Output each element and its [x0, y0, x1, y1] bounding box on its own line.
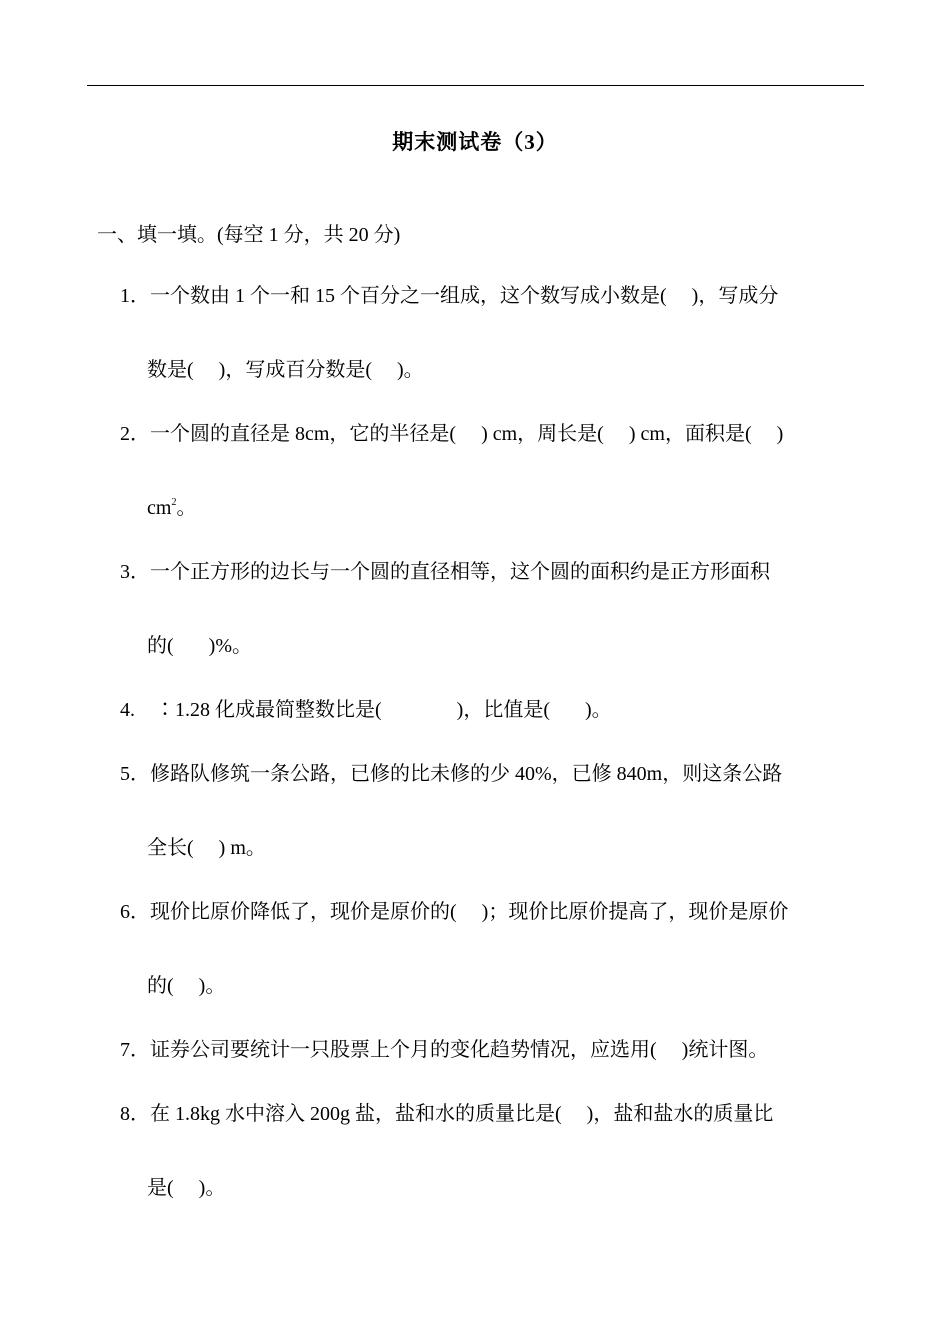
question-number: 2．	[120, 423, 150, 445]
question-8-continuation	[147, 1175, 225, 1201]
question-number: 3．	[120, 561, 150, 583]
question-text: 在 1.8kg 水中溶入 200g 盐，盐和水的质量比是( )，盐和盐水的质量比	[150, 1103, 774, 1125]
question-text: 一个正方形的边长与一个圆的直径相等，这个圆的面积约是正方形面积	[150, 561, 770, 583]
question-6-continuation	[147, 973, 225, 999]
question-5-continuation	[147, 835, 266, 861]
question-3-continuation	[147, 633, 252, 659]
page-title: 期末测试卷（3）	[392, 130, 558, 154]
question-number: 7．	[120, 1039, 150, 1061]
question-text: 是( )。	[147, 1177, 226, 1199]
question-number: 1．	[120, 285, 150, 307]
question-text: 。	[176, 497, 197, 519]
question-text: 修路队修筑一条公路，已修的比未修的少 40%，已修 840m，则这条公路	[150, 763, 783, 785]
question-text: 数是( )，写成百分数是( )。	[147, 359, 424, 381]
question-number: 5．	[120, 763, 150, 785]
question-4	[120, 697, 612, 723]
question-2-continuation	[147, 495, 196, 521]
question-text: ∶1.28 化成最简整数比是( )，比值是( )。	[135, 699, 612, 721]
question-6	[120, 899, 788, 925]
header-rule	[87, 85, 864, 86]
question-text: 的( )。	[147, 975, 226, 997]
question-text: 一个数由 1 个一和 15 个百分之一组成，这个数写成小数是( )，写成分	[150, 285, 779, 307]
question-text: 一个圆的直径是 8cm，它的半径是( ) cm，周长是( ) cm，面积是( )	[150, 423, 784, 445]
unit-exponent: 2	[171, 497, 177, 508]
question-3	[120, 559, 770, 585]
question-number: 4.	[120, 699, 135, 721]
question-number: 8．	[120, 1103, 150, 1125]
question-2	[120, 421, 783, 447]
question-1	[120, 283, 778, 309]
question-text: 现价比原价降低了，现价是原价的( )；现价比原价提高了，现价是原价	[150, 901, 789, 923]
question-5	[120, 761, 782, 787]
question-8	[120, 1101, 773, 1127]
question-text: 全长( ) m。	[147, 837, 266, 859]
question-1-continuation	[147, 357, 424, 383]
question-number: 6．	[120, 901, 150, 923]
question-text: 证券公司要统计一只股票上个月的变化趋势情况，应选用( )统计图。	[150, 1039, 769, 1061]
question-7	[120, 1037, 768, 1063]
question-text: 的( )%。	[147, 635, 252, 657]
unit-cm: cm	[147, 497, 172, 519]
section-heading: 一、填一填。(每空 1 分，共 20 分)	[97, 224, 401, 246]
